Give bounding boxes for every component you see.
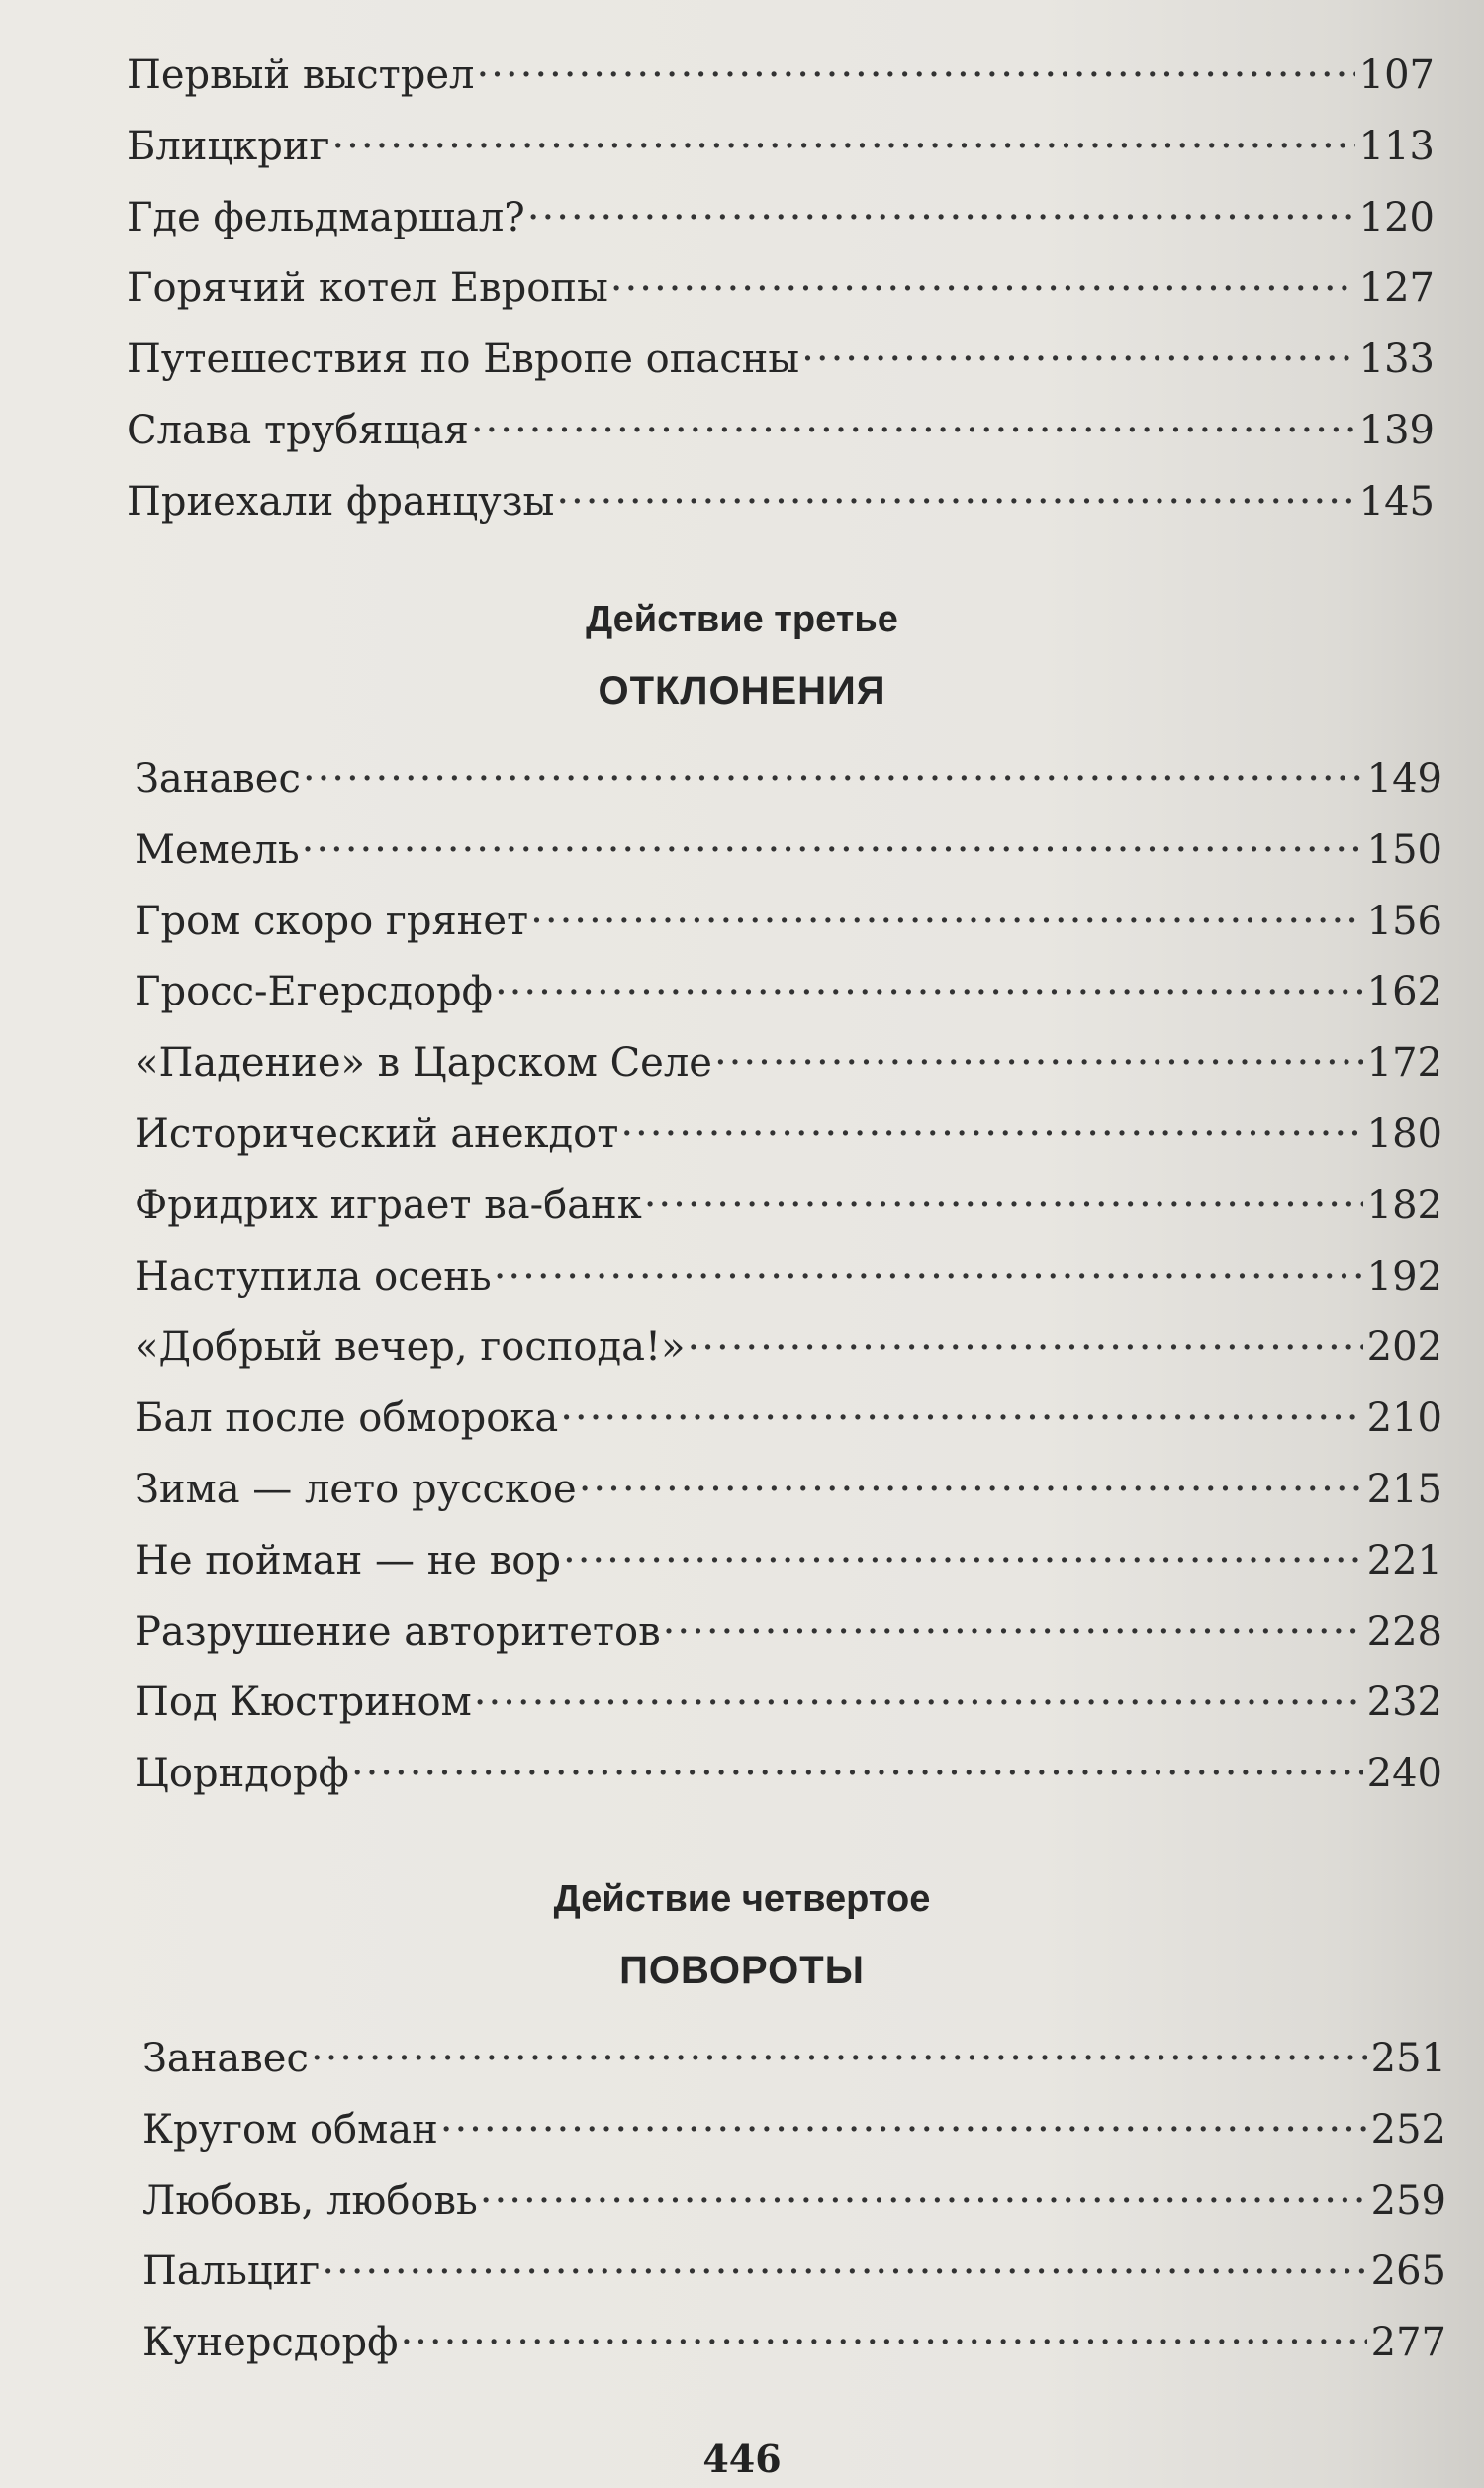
dot-leader — [688, 1320, 1363, 1360]
toc-entry-page: 180 — [1366, 1110, 1442, 1157]
toc-entry — [135, 1739, 1442, 1810]
toc-entry — [127, 41, 1435, 112]
toc-entry-title: Цорндорф — [135, 1751, 349, 1797]
toc-entry-page: 133 — [1358, 336, 1435, 383]
toc-list-act-three — [135, 744, 1442, 1810]
toc-entry — [135, 1100, 1442, 1171]
toc-entry — [127, 325, 1435, 396]
toc-entry — [135, 1242, 1442, 1313]
toc-list-act-four — [142, 2024, 1446, 2379]
dot-leader — [801, 333, 1355, 372]
dot-leader — [530, 895, 1362, 934]
dot-leader — [556, 475, 1354, 515]
toc-entry-title: Первый выстрел — [127, 52, 475, 98]
dot-leader — [480, 2174, 1367, 2214]
toc-entry-page: 232 — [1366, 1679, 1442, 1726]
toc-entry-title: Приехали французы — [127, 478, 555, 525]
toc-entry-page: 162 — [1366, 969, 1442, 1015]
toc-entry-title: Гросс-Егерсдорф — [135, 969, 493, 1015]
dot-leader — [494, 1250, 1363, 1290]
toc-entry — [135, 815, 1442, 887]
toc-entry — [135, 1384, 1442, 1455]
dot-leader — [331, 120, 1354, 159]
toc-entry-title: Зима — лето русское — [135, 1466, 577, 1512]
toc-entry-title: Бал после обморока — [135, 1395, 559, 1442]
dot-leader — [351, 1747, 1363, 1786]
toc-entry-title: Фридрих играет ва-банк — [135, 1182, 642, 1228]
toc-entry — [135, 887, 1442, 958]
toc-entry — [142, 2166, 1446, 2238]
dot-leader — [579, 1463, 1363, 1502]
toc-entry-title: Горячий котел Европы — [127, 265, 608, 312]
toc-entry-title: Разрушение авторитетов — [135, 1608, 661, 1655]
dot-leader — [714, 1036, 1363, 1076]
toc-entry — [135, 1455, 1442, 1526]
toc-entry-page: 156 — [1366, 898, 1442, 944]
toc-entry-title: Гром скоро грянет — [135, 898, 529, 944]
toc-entry-page: 127 — [1358, 265, 1435, 312]
toc-entry — [135, 1597, 1442, 1669]
dot-leader — [476, 48, 1354, 88]
toc-entry-title: Путешествия по Европе опасны — [127, 336, 800, 383]
toc-entry-page: 113 — [1358, 123, 1435, 169]
dot-leader — [471, 404, 1355, 443]
toc-entry-title: «Падение» в Царском Селе — [135, 1040, 712, 1087]
act-four-title: ПОВОРОТЫ — [619, 1949, 865, 1992]
toc-entry — [127, 467, 1435, 538]
toc-entry — [127, 253, 1435, 325]
act-three-title: ОТКЛОНЕНИЯ — [598, 669, 886, 713]
toc-entry-page: 228 — [1366, 1608, 1442, 1655]
toc-entry — [142, 2308, 1446, 2379]
toc-entry-page: 172 — [1366, 1040, 1442, 1087]
toc-entry — [127, 183, 1435, 254]
toc-entry — [142, 2237, 1446, 2308]
toc-entry — [135, 957, 1442, 1028]
act-three-label: Действие третье — [586, 599, 898, 640]
toc-entry-title: Занавес — [135, 756, 301, 802]
dot-leader — [400, 2316, 1366, 2355]
toc-entry-title: Блицкриг — [127, 123, 330, 169]
dot-leader — [644, 1179, 1363, 1218]
toc-entry-page: 139 — [1358, 407, 1435, 453]
dot-leader — [610, 261, 1355, 301]
page-number: 446 — [702, 2437, 782, 2481]
toc-entry — [135, 1312, 1442, 1384]
toc-entry — [142, 2095, 1446, 2166]
toc-entry-title: Любовь, любовь — [142, 2177, 478, 2224]
toc-entry-title: Не пойман — не вор — [135, 1537, 561, 1583]
toc-entry-title: Кругом обман — [142, 2106, 438, 2153]
toc-entry-title: Занавес — [142, 2036, 309, 2081]
dot-leader — [322, 2245, 1366, 2284]
toc-entry-page: 145 — [1358, 478, 1435, 525]
toc-entry-page: 120 — [1358, 194, 1435, 240]
toc-entry — [135, 1028, 1442, 1100]
dot-leader — [303, 752, 1363, 792]
toc-entry-page: 259 — [1370, 2177, 1446, 2224]
dot-leader — [663, 1605, 1363, 1645]
dot-leader — [495, 965, 1363, 1005]
toc-entry-title: Под Кюстрином — [135, 1679, 472, 1726]
toc-entry-title: Кунерсдорф — [142, 2320, 399, 2366]
toc-entry — [135, 1668, 1442, 1739]
dot-leader — [302, 823, 1363, 863]
toc-entry — [135, 1171, 1442, 1242]
toc-entry-page: 192 — [1366, 1253, 1442, 1299]
dot-leader — [474, 1675, 1363, 1715]
toc-list-top — [127, 41, 1435, 538]
toc-entry-page: 221 — [1366, 1537, 1442, 1583]
toc-entry-page: 251 — [1370, 2036, 1446, 2081]
toc-entry-page: 265 — [1370, 2249, 1446, 2295]
toc-entry-page: 252 — [1370, 2106, 1446, 2153]
toc-entry-page: 149 — [1366, 756, 1442, 802]
toc-entry-title: Где фельдмаршал? — [127, 194, 525, 240]
act-four-label: Действие четвертое — [553, 1878, 931, 1920]
toc-entry-page: 210 — [1366, 1395, 1442, 1442]
toc-entry-title: «Добрый вечер, господа!» — [135, 1324, 686, 1371]
dot-leader — [440, 2103, 1367, 2143]
dot-leader — [311, 2032, 1367, 2071]
toc-entry-title: Слава трубящая — [127, 407, 469, 453]
toc-entry-page: 202 — [1366, 1324, 1442, 1371]
toc-entry-title: Исторический анекдот — [135, 1110, 619, 1157]
toc-entry — [127, 396, 1435, 467]
toc-entry-page: 182 — [1366, 1182, 1442, 1228]
toc-entry-title: Пальциг — [142, 2249, 321, 2295]
toc-entry-page: 240 — [1366, 1751, 1442, 1797]
toc-entry — [142, 2024, 1446, 2095]
toc-entry-page: 150 — [1366, 826, 1442, 873]
dot-leader — [563, 1534, 1363, 1574]
dot-leader — [527, 191, 1355, 231]
toc-entry-page: 215 — [1366, 1466, 1442, 1512]
toc-entry-title: Мемель — [135, 826, 300, 873]
toc-entry-page: 277 — [1370, 2320, 1446, 2366]
toc-entry — [135, 1526, 1442, 1597]
toc-entry — [135, 744, 1442, 815]
toc-entry-page: 107 — [1358, 52, 1435, 98]
toc-entry — [127, 112, 1435, 183]
toc-entry-title: Наступила осень — [135, 1253, 492, 1299]
dot-leader — [620, 1107, 1362, 1147]
dot-leader — [560, 1391, 1362, 1431]
